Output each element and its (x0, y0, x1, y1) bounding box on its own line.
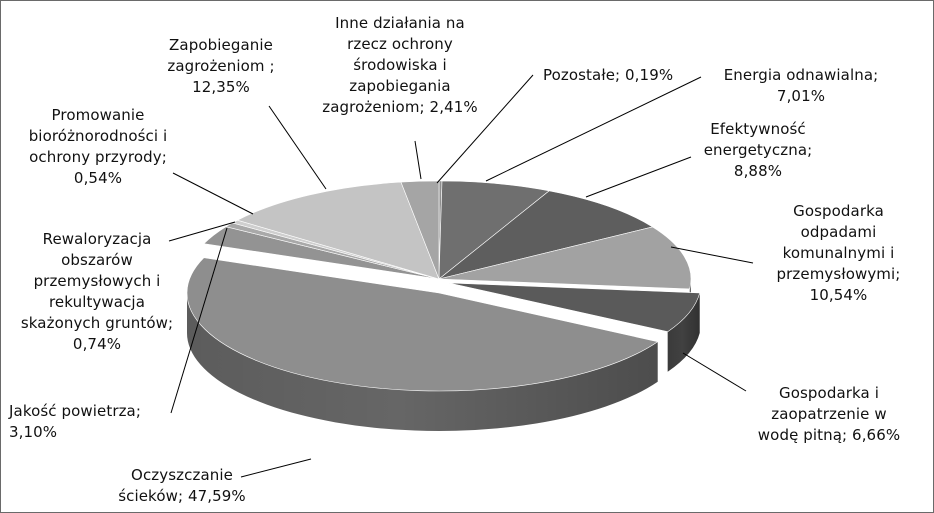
leader-line-inne-dzia-ania-na-rzecz-ochrony-rodowiska-i-zapobiegania-zagro-eniom (415, 141, 421, 179)
leader-line-efektywno-energetyczna (586, 157, 691, 197)
label-energia-odnawialna: Energia odnawialna; 7,01% (723, 66, 879, 105)
label-oczyszczanie-sciekow: Oczyszczanie ścieków; 47,59% (118, 466, 246, 505)
label-jakosc-powietrza: Jakość powietrza; 3,10% (9, 402, 142, 441)
leader-line-promowanie-bior-norodno-ci-i-ochrony-przyrody (173, 173, 253, 214)
label-pozostale: Pozostałe; 0,19% (543, 66, 674, 84)
label-gospodarka-odpadami: Gospodarka odpadami komunalnymi i przemysłowymi; 10,54% (776, 202, 901, 304)
label-rewaloryzacja: Rewaloryzacja obszarów przemysłowych i rekultywacja skażonych gruntów; 0,74% (20, 230, 174, 353)
label-gospodarka-woda: Gospodarka i zaopatrzenie w wodę pitną; 6,66% (757, 384, 901, 444)
label-efektywnosc-energetyczna: Efektywność energetyczna; 8,88% (703, 120, 813, 180)
label-inne-dzialania: Inne działania na rzecz ochrony środowiska i zapobiegania zagrożeniom; 2,41% (322, 14, 478, 116)
leader-line-zapobieganie-zagro-eniom (269, 106, 326, 189)
label-zapobieganie-zagrozeniom: Zapobieganie zagrożeniom ; 12,35% (167, 36, 275, 96)
label-promowanie-bioroznorodnosci: Promowanie bioróżnorodności i ochrony przyrody; 0,54% (28, 106, 168, 187)
